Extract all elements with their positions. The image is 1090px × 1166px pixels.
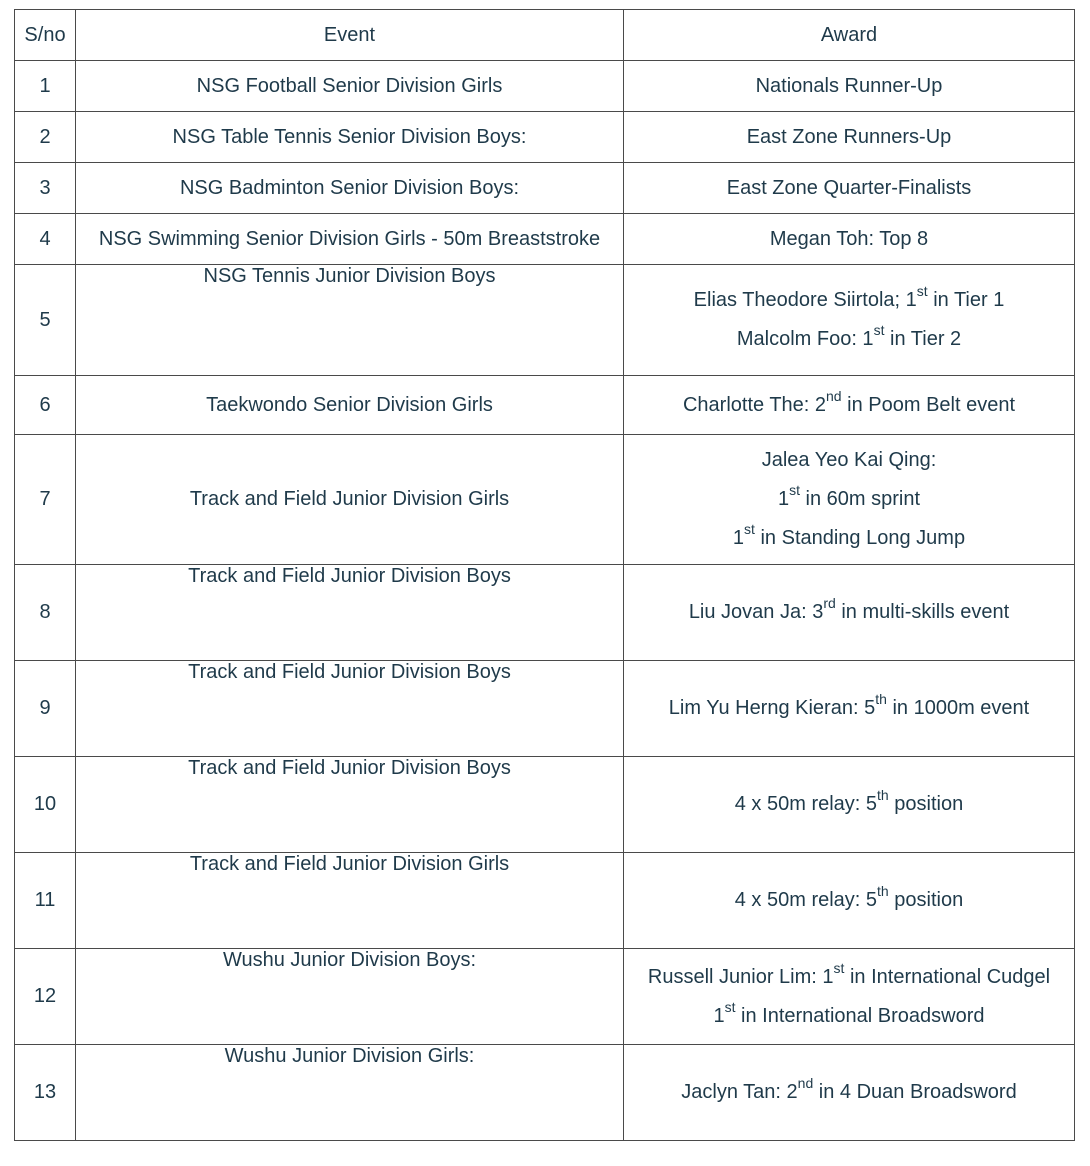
event-cell: Track and Field Junior Division Girls: [76, 853, 624, 949]
event-cell: Track and Field Junior Division Boys: [76, 661, 624, 757]
award-text: Nationals Runner-Up: [755, 74, 943, 97]
header-sno: S/no: [15, 10, 76, 61]
event-cell: NSG Swimming Senior Division Girls - 50m Breaststroke: [76, 214, 624, 265]
award-line: [628, 691, 1070, 720]
award-text-rest: in International Broadsword: [735, 1004, 985, 1027]
event-cell: NSG Table Tennis Senior Division Boys:: [76, 112, 624, 163]
award-cell: [624, 1045, 1075, 1141]
award-cell: [624, 757, 1075, 853]
award-line: [628, 595, 1070, 624]
award-cell: [624, 949, 1075, 1045]
row-number: 2: [15, 112, 76, 163]
award-text: 1: [732, 527, 745, 549]
event-cell: Wushu Junior Division Boys:: [76, 949, 624, 1045]
row-number: 6: [15, 376, 76, 435]
event-cell: NSG Tennis Junior Division Boys: [76, 265, 624, 376]
award-cell: [624, 61, 1075, 112]
event-cell: Taekwondo Senior Division Girls: [76, 376, 624, 435]
award-text-rest: in Standing Long Jump: [754, 527, 966, 549]
table-row: [15, 214, 1075, 265]
row-number: 9: [15, 661, 76, 757]
ordinal-suffix: st: [873, 322, 885, 339]
award-text-rest: in 4 Duan Broadsword: [813, 1081, 1017, 1103]
header-row: [15, 10, 1075, 61]
awards-table: [14, 9, 1075, 1141]
award-line: [628, 283, 1070, 312]
award-text: Lim Yu Herng Kieran: 5: [668, 697, 876, 719]
event-cell: NSG Badminton Senior Division Boys:: [76, 163, 624, 214]
award-text: Malcolm Foo: 1: [736, 328, 874, 350]
event-cell: NSG Football Senior Division Girls: [76, 61, 624, 112]
award-line: [628, 387, 1070, 417]
table-row: [15, 376, 1075, 435]
table-row: [15, 163, 1075, 214]
award-line: [628, 75, 1070, 98]
row-number: 12: [15, 949, 76, 1045]
row-number: 1: [15, 61, 76, 112]
ordinal-suffix: th: [877, 883, 889, 900]
ordinal-suffix: nd: [797, 1075, 814, 1092]
ordinal-suffix: st: [789, 482, 800, 499]
award-text-rest: position: [888, 793, 964, 815]
table-row: [15, 853, 1075, 949]
award-line: [628, 787, 1070, 816]
award-text: East Zone Quarter-Finalists: [726, 176, 972, 199]
award-text: Russell Junior Lim: 1: [647, 965, 834, 988]
row-number: 3: [15, 163, 76, 214]
award-line: [628, 959, 1070, 989]
ordinal-suffix: th: [875, 691, 887, 708]
table-row: [15, 949, 1075, 1045]
award-text: 4 x 50m relay: 5: [734, 793, 878, 815]
event-cell: Wushu Junior Division Girls:: [76, 1045, 624, 1141]
row-number: 11: [15, 853, 76, 949]
award-text: Jalea Yeo Kai Qing:: [761, 449, 937, 471]
award-cell: [624, 112, 1075, 163]
award-line: [628, 883, 1070, 912]
award-text: Elias Theodore Siirtola; 1: [693, 289, 917, 311]
award-text: Megan Toh: Top 8: [769, 227, 929, 250]
award-cell: [624, 661, 1075, 757]
award-text: Liu Jovan Ja: 3: [688, 601, 824, 623]
ordinal-suffix: st: [724, 998, 736, 1015]
ordinal-suffix: st: [744, 521, 755, 538]
award-cell: [624, 214, 1075, 265]
row-number: 13: [15, 1045, 76, 1141]
award-text-rest: in multi-skills event: [835, 601, 1010, 623]
award-line: [628, 228, 1070, 251]
row-number: 4: [15, 214, 76, 265]
award-text-rest: in International Cudgel: [844, 965, 1051, 988]
award-cell: [624, 376, 1075, 435]
table-row: [15, 265, 1075, 376]
award-text: Charlotte The: 2: [682, 393, 827, 416]
table-row: [15, 661, 1075, 757]
award-text-rest: in Poom Belt event: [841, 393, 1016, 416]
table-row: [15, 61, 1075, 112]
award-text-rest: in Tier 2: [884, 328, 962, 350]
row-number: 8: [15, 565, 76, 661]
ordinal-suffix: nd: [826, 387, 842, 404]
award-line: [628, 1075, 1070, 1104]
award-text-rest: in 1000m event: [886, 697, 1030, 719]
table-row: [15, 1045, 1075, 1141]
event-cell: Track and Field Junior Division Girls: [76, 435, 624, 565]
row-number: 7: [15, 435, 76, 565]
table-row: [15, 112, 1075, 163]
award-text: Jaclyn Tan: 2: [681, 1081, 798, 1103]
ordinal-suffix: st: [916, 283, 928, 300]
award-text: 1: [713, 1004, 725, 1027]
header-award: Award: [624, 10, 1075, 61]
award-line: [628, 322, 1070, 351]
event-cell: Track and Field Junior Division Boys: [76, 565, 624, 661]
table-row: [15, 757, 1075, 853]
award-text-rest: in Tier 1: [927, 289, 1005, 311]
ordinal-suffix: th: [877, 787, 889, 804]
award-line: [628, 998, 1070, 1028]
award-text-rest: in 60m sprint: [799, 488, 921, 510]
award-text: 1: [777, 488, 790, 510]
ordinal-suffix: st: [833, 959, 845, 976]
award-cell: [624, 163, 1075, 214]
award-text: East Zone Runners-Up: [746, 125, 952, 148]
row-number: 10: [15, 757, 76, 853]
award-line: [628, 449, 1070, 472]
table-row: [15, 565, 1075, 661]
ordinal-suffix: rd: [823, 595, 836, 612]
award-line: [628, 482, 1070, 511]
award-line: [628, 126, 1070, 149]
award-line: [628, 177, 1070, 200]
row-number: 5: [15, 265, 76, 376]
award-cell: [624, 265, 1075, 376]
event-cell: Track and Field Junior Division Boys: [76, 757, 624, 853]
table-row: [15, 435, 1075, 565]
award-cell: [624, 435, 1075, 565]
award-text: 4 x 50m relay: 5: [734, 889, 878, 911]
award-cell: [624, 853, 1075, 949]
award-line: [628, 521, 1070, 550]
award-text-rest: position: [888, 889, 964, 911]
award-cell: [624, 565, 1075, 661]
header-event: Event: [76, 10, 624, 61]
